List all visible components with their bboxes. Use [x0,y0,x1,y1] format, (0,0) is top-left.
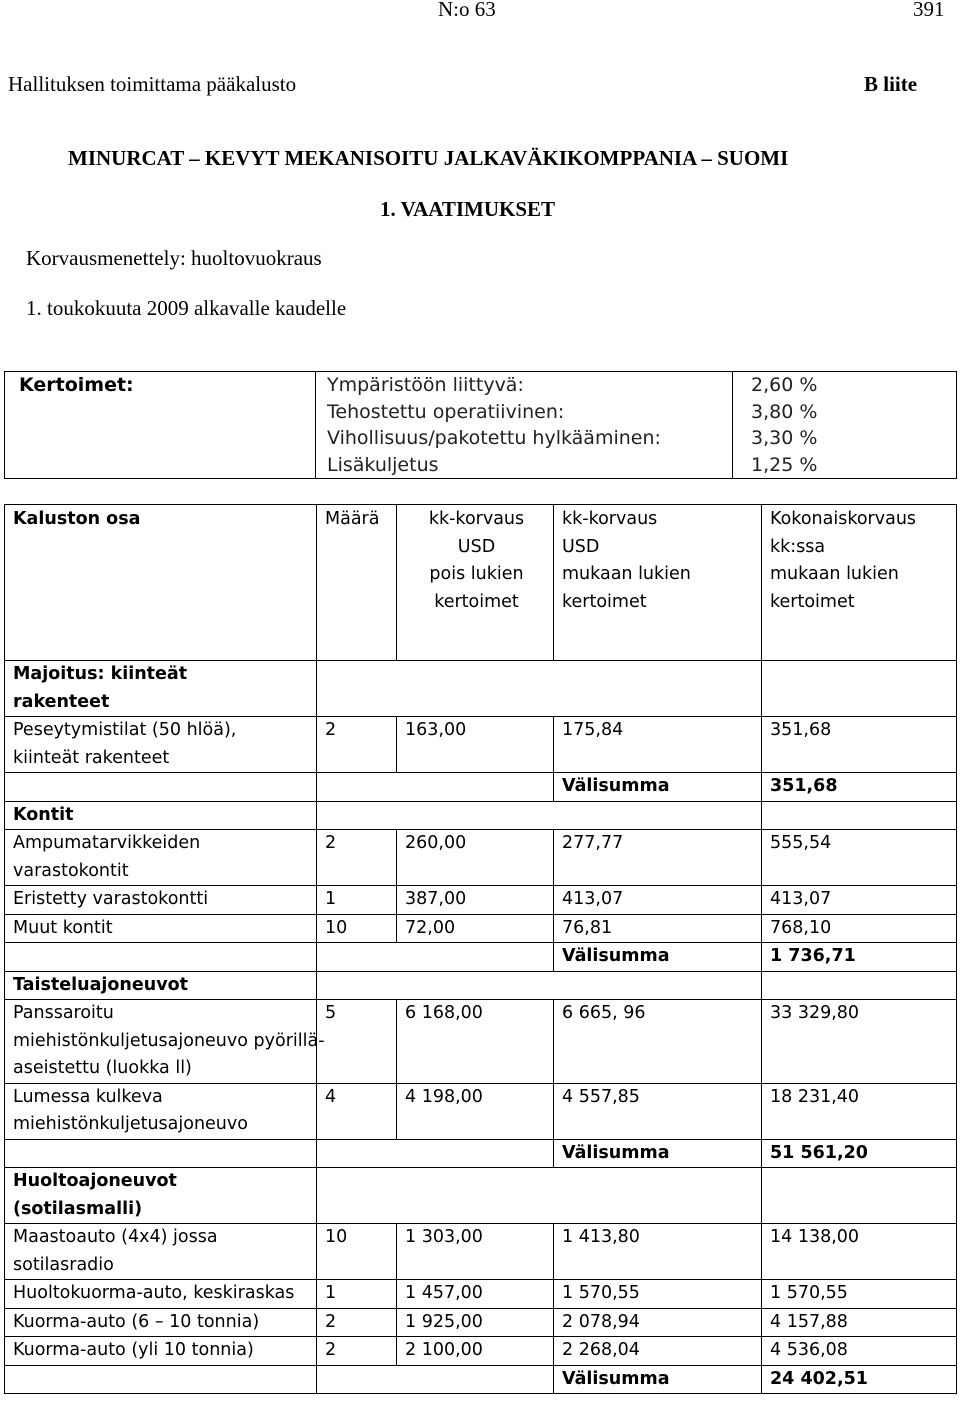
row-name: Maastoauto (4x4) jossa [13,1227,218,1247]
row-total: 351,68 [770,720,832,740]
subtotal-value: 1 736,71 [770,946,856,966]
row-incl: 175,84 [562,720,624,740]
row-excl: 4 198,00 [405,1086,483,1107]
row-incl: 2 268,04 [562,1340,640,1360]
equipment-table [4,504,957,1394]
header-incl-line: kertoimet [562,591,647,612]
row-name: Kuorma-auto (6 – 10 tonnia) [13,1311,260,1332]
section-title: Majoitus: kiinteät [13,664,188,684]
row-excl: 2 100,00 [405,1340,483,1360]
document-title: Hallituksen toimittama pääkalusto [8,72,297,96]
row-name: sotilasradio [13,1254,114,1275]
section-row [5,661,957,717]
header-total-line: kk:ssa [770,536,826,557]
row-total: 4 536,08 [770,1340,848,1360]
section-row [5,971,957,1000]
compensation-method: Korvausmenettely: huoltovuokraus [26,246,322,270]
main-title: MINURCAT – KEVYT MEKANISOITU JALKAVÄKIKOMPPANIA – SUOMI [68,146,789,170]
page-number: 391 [913,0,945,21]
subtotal-row [5,1139,957,1168]
document-number: N:o 63 [438,0,496,21]
row-excl: 1 457,00 [405,1283,483,1303]
header-incl-line: mukaan lukien [562,564,691,584]
subtotal-label: Välisumma [562,1368,670,1389]
table-row [5,1280,957,1309]
row-name: Lumessa kulkeva [13,1086,163,1107]
factor-value: 3,80 % [751,400,818,423]
section-row [5,1168,957,1224]
row-total: 555,54 [770,833,832,853]
row-total: 4 157,88 [770,1311,848,1332]
row-total: 18 231,40 [770,1086,860,1107]
subtotal-value: 51 561,20 [770,1142,868,1163]
table-row [5,914,957,943]
row-total: 768,10 [770,917,832,938]
section-title: 1. VAATIMUKSET [380,197,556,221]
subtotal-label: Välisumma [562,946,670,966]
validity-period: 1. toukokuuta 2009 alkavalle kaudelle [26,296,347,320]
table-row [5,1224,957,1280]
row-total: 413,07 [770,889,832,909]
row-excl: 387,00 [405,889,467,909]
row-excl: 1 303,00 [405,1227,483,1247]
table-row [5,1337,957,1366]
factor-name: Ympäristöön liittyvä: [327,374,524,396]
row-name: Huoltokuorma-auto, keskiraskas [13,1283,295,1303]
section-row [5,801,957,830]
row-incl: 413,07 [562,889,624,909]
table-row [5,830,957,886]
header-total-line: Kokonaiskorvaus [770,509,917,529]
row-total: 33 329,80 [770,1003,860,1023]
row-incl: 4 557,85 [562,1086,640,1107]
row-name: Ampumatarvikkeiden [13,833,201,853]
row-excl: 163,00 [405,720,467,740]
row-qty: 4 [325,1086,337,1107]
row-incl: 6 665, 96 [562,1003,646,1023]
subtotal-row [5,943,957,972]
row-name: Peseytymistilat (50 hlöä), [13,720,237,740]
row-excl: 260,00 [405,833,467,853]
table-header-row [5,505,957,661]
table-row [5,1083,957,1139]
row-incl: 1 413,80 [562,1227,640,1247]
factor-name: Vihollisuus/pakotettu hylkääminen: [327,427,661,449]
row-name: varastokontit [13,860,129,881]
header-excl-line: kertoimet [434,591,519,612]
row-excl: 6 168,00 [405,1003,483,1023]
subtotal-row [5,1365,957,1394]
header-total-line: mukaan lukien [770,564,899,584]
row-qty: 2 [325,720,337,740]
subtotal-label: Välisumma [562,1142,670,1163]
row-name: miehistönkuljetusajoneuvo pyörillä- [13,1030,325,1051]
header-qty: Määrä [325,509,380,529]
row-name: Kuorma-auto (yli 10 tonnia) [13,1340,254,1360]
row-name: Panssaroitu [13,1003,114,1023]
appendix-label: B liite [864,72,918,96]
row-name: kiinteät rakenteet [13,747,170,768]
section-title: (sotilasmalli) [13,1198,143,1219]
row-qty: 10 [325,1227,348,1247]
row-qty: 2 [325,1340,337,1360]
row-excl: 72,00 [405,917,456,938]
row-name: aseistettu (luokka ll) [13,1058,192,1078]
header-item: Kaluston osa [13,509,141,529]
subtotal-value: 24 402,51 [770,1368,868,1389]
subtotal-label: Välisumma [562,776,670,796]
table-row [5,717,957,773]
header-excl-line: kk-korvaus [428,509,525,529]
subtotal-value: 351,68 [770,776,838,796]
section-title: Kontit [13,804,74,825]
section-title: Huoltoajoneuvot [13,1171,177,1191]
row-name: Eristetty varastokontti [13,889,209,909]
row-incl: 1 570,55 [562,1283,640,1303]
section-title: Taisteluajoneuvot [13,974,189,995]
row-qty: 10 [325,917,348,938]
row-total: 1 570,55 [770,1283,848,1303]
header-incl-line: USD [562,536,600,557]
row-qty: 1 [325,889,337,909]
factor-value: 2,60 % [751,374,818,396]
row-incl: 277,77 [562,833,624,853]
row-excl: 1 925,00 [405,1311,483,1332]
header-excl-line: pois lukien [429,564,524,584]
row-qty: 5 [325,1003,337,1023]
factors-label: Kertoimet: [19,374,134,396]
row-incl: 76,81 [562,917,613,938]
header-excl-line: USD [457,536,496,557]
row-qty: 2 [325,833,337,853]
row-name: miehistönkuljetusajoneuvo [13,1114,248,1134]
factor-value: 1,25 % [751,453,818,476]
section-title: rakenteet [13,691,110,712]
header-total-line: kertoimet [770,591,855,612]
factors-table [4,371,957,479]
factor-name: Lisäkuljetus [327,453,439,476]
table-row [5,1000,957,1084]
table-row [5,1308,957,1337]
row-name: Muut kontit [13,917,113,938]
row-qty: 1 [325,1283,337,1303]
row-incl: 2 078,94 [562,1311,640,1332]
table-row [5,886,957,915]
subtotal-row [5,773,957,802]
header-incl-line: kk-korvaus [562,509,658,529]
factor-name: Tehostettu operatiivinen: [327,400,565,423]
row-qty: 2 [325,1311,337,1332]
row-total: 14 138,00 [770,1227,860,1247]
factor-value: 3,30 % [751,427,818,449]
